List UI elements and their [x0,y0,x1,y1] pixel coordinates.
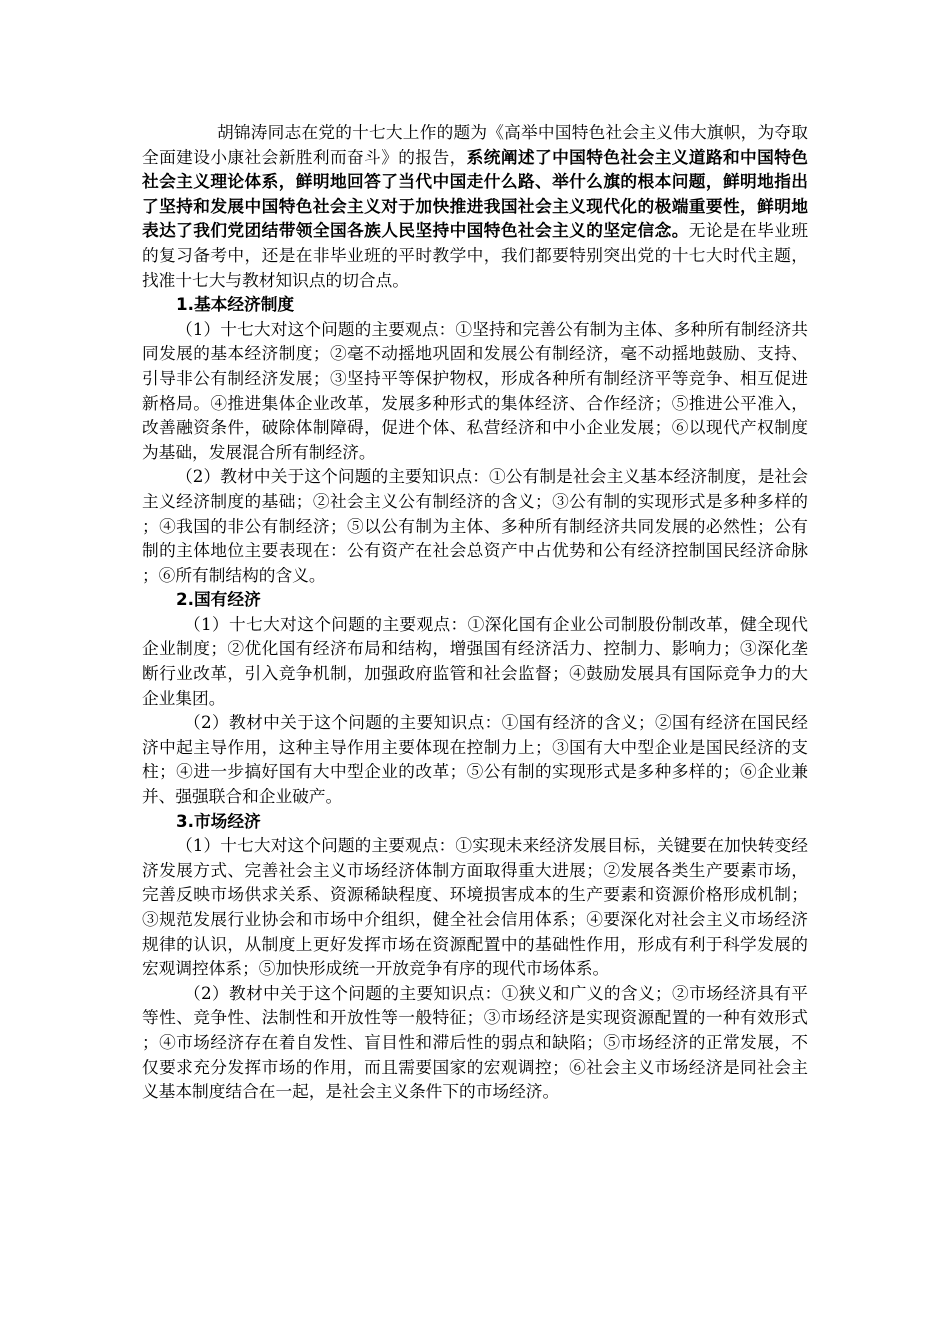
section-heading-state-economy: 2.国有经济 [176,589,261,610]
intro-paragraph [142,120,808,292]
intro-text: 胡锦涛同志在党的十七大上作的题为《高举中国特色社会主义伟大旗帜，为夺取全面建设小康社会新胜利而奋斗》的报告， [142,122,808,167]
section-heading-market-economy: 3.市场经济 [176,810,261,831]
section-1-textbook-points: （2）教材中关于这个问题的主要知识点：①公有制是社会主义基本经济制度，是社会主义经济制度的基础；②社会主义公有制经济的含义；③公有制的实现形式是多种多样的；④我国的非公有制经济；⑤以公有制为主体、多种所有制经济共同发展的必然性；公有制的主体地位主要表现在：公有资产在社会总资产中占优势和公有经济控制国民经济命脉；⑥所有制结构的含义。 [142,466,808,585]
section-1-congress-points: （1）十七大对这个问题的主要观点：①坚持和完善公有制为主体、多种所有制经济共同发展的基本经济制度；②毫不动摇地巩固和发展公有制经济，毫不动摇地鼓励、支持、引导非公有制经济发展；③坚持平等保护物权，形成各种所有制经济平等竞争、相互促进新格局。④推进集体企业改革，发展多种形式的集体经济、合作经济；⑤推进公平准入，改善融资条件，破除体制障碍，促进个体、私营经济和中小企业发展；⑥以现代产权制度为基础，发展混合所有制经济。 [142,318,808,462]
section-3-congress-points: （1）十七大对这个问题的主要观点：①实现未来经济发展目标，关键要在加快转变经济发展方式、完善社会主义市场经济体制方面取得重大进展；②发展各类生产要素市场，完善反映市场供求关系、资源稀缺程度、环境损害成本的生产要素和资源价格形成机制；③规范发展行业协会和市场中介组织，健全社会信用体系；④要深化对社会主义市场经济规律的认识，从制度上更好发挥市场在资源配置中的基础性作用，形成有利于科学发展的宏观调控体系；⑤加快形成统一开放竞争有序的现代市场体系。 [142,835,808,979]
section-3-textbook-points: （2）教材中关于这个问题的主要知识点：①狭义和广义的含义；②市场经济具有平等性、竞争性、法制性和开放性等一般特征；③市场经济是实现资源配置的一种有效形式；④市场经济存在着自发性、盲目性和滞后性的弱点和缺陷；⑤市场经济的正常发展，不仅要求充分发挥市场的作用，而且需要国家的宏观调控；⑥社会主义市场经济是同社会主义基本制度结合在一起，是社会主义条件下的市场经济。 [142,982,808,1102]
section-2-congress-points: （1）十七大对这个问题的主要观点：①深化国有企业公司制股份制改革，健全现代企业制度；②优化国有经济布局和结构，增强国有经济活力、控制力、影响力；③深化垄断行业改革，引入竞争机制，加强政府监管和社会监督；④鼓励发展具有国际竞争力的大企业集团。 [142,613,808,708]
document-page [142,120,808,1104]
section-2-textbook-points: （2）教材中关于这个问题的主要知识点：①国有经济的含义；②国有经济在国民经济中起主导作用，这种主导作用主要体现在控制力上；③国有大中型企业是国民经济的支柱；④进一步搞好国有大中型企业的改革；⑤公有制的实现形式是多种多样的；⑥企业兼并、强强联合和企业破产。 [142,712,808,807]
intro-text-end: 无论是在毕业班的复习备考中，还是在非毕业班的平时教学中，我们都要特别突出党的十七大时代主题，找准十七大与教材知识点的切合点。 [142,220,809,290]
intro-bold-text: 系统阐述了中国特色社会主义道路和中国特色社会主义理论体系，鲜明地回答了当代中国走什么路、举什么旗的根本问题，鲜明地指出了坚持和发展中国特色社会主义对于加快推进我国社会主义现代化的极端重要性，鲜明地表达了我们党团结带领全国各族人民坚持中国特色社会主义的坚定信念。 [142,146,808,241]
section-heading-basic-economic-system: 1.基本经济制度 [176,294,295,315]
